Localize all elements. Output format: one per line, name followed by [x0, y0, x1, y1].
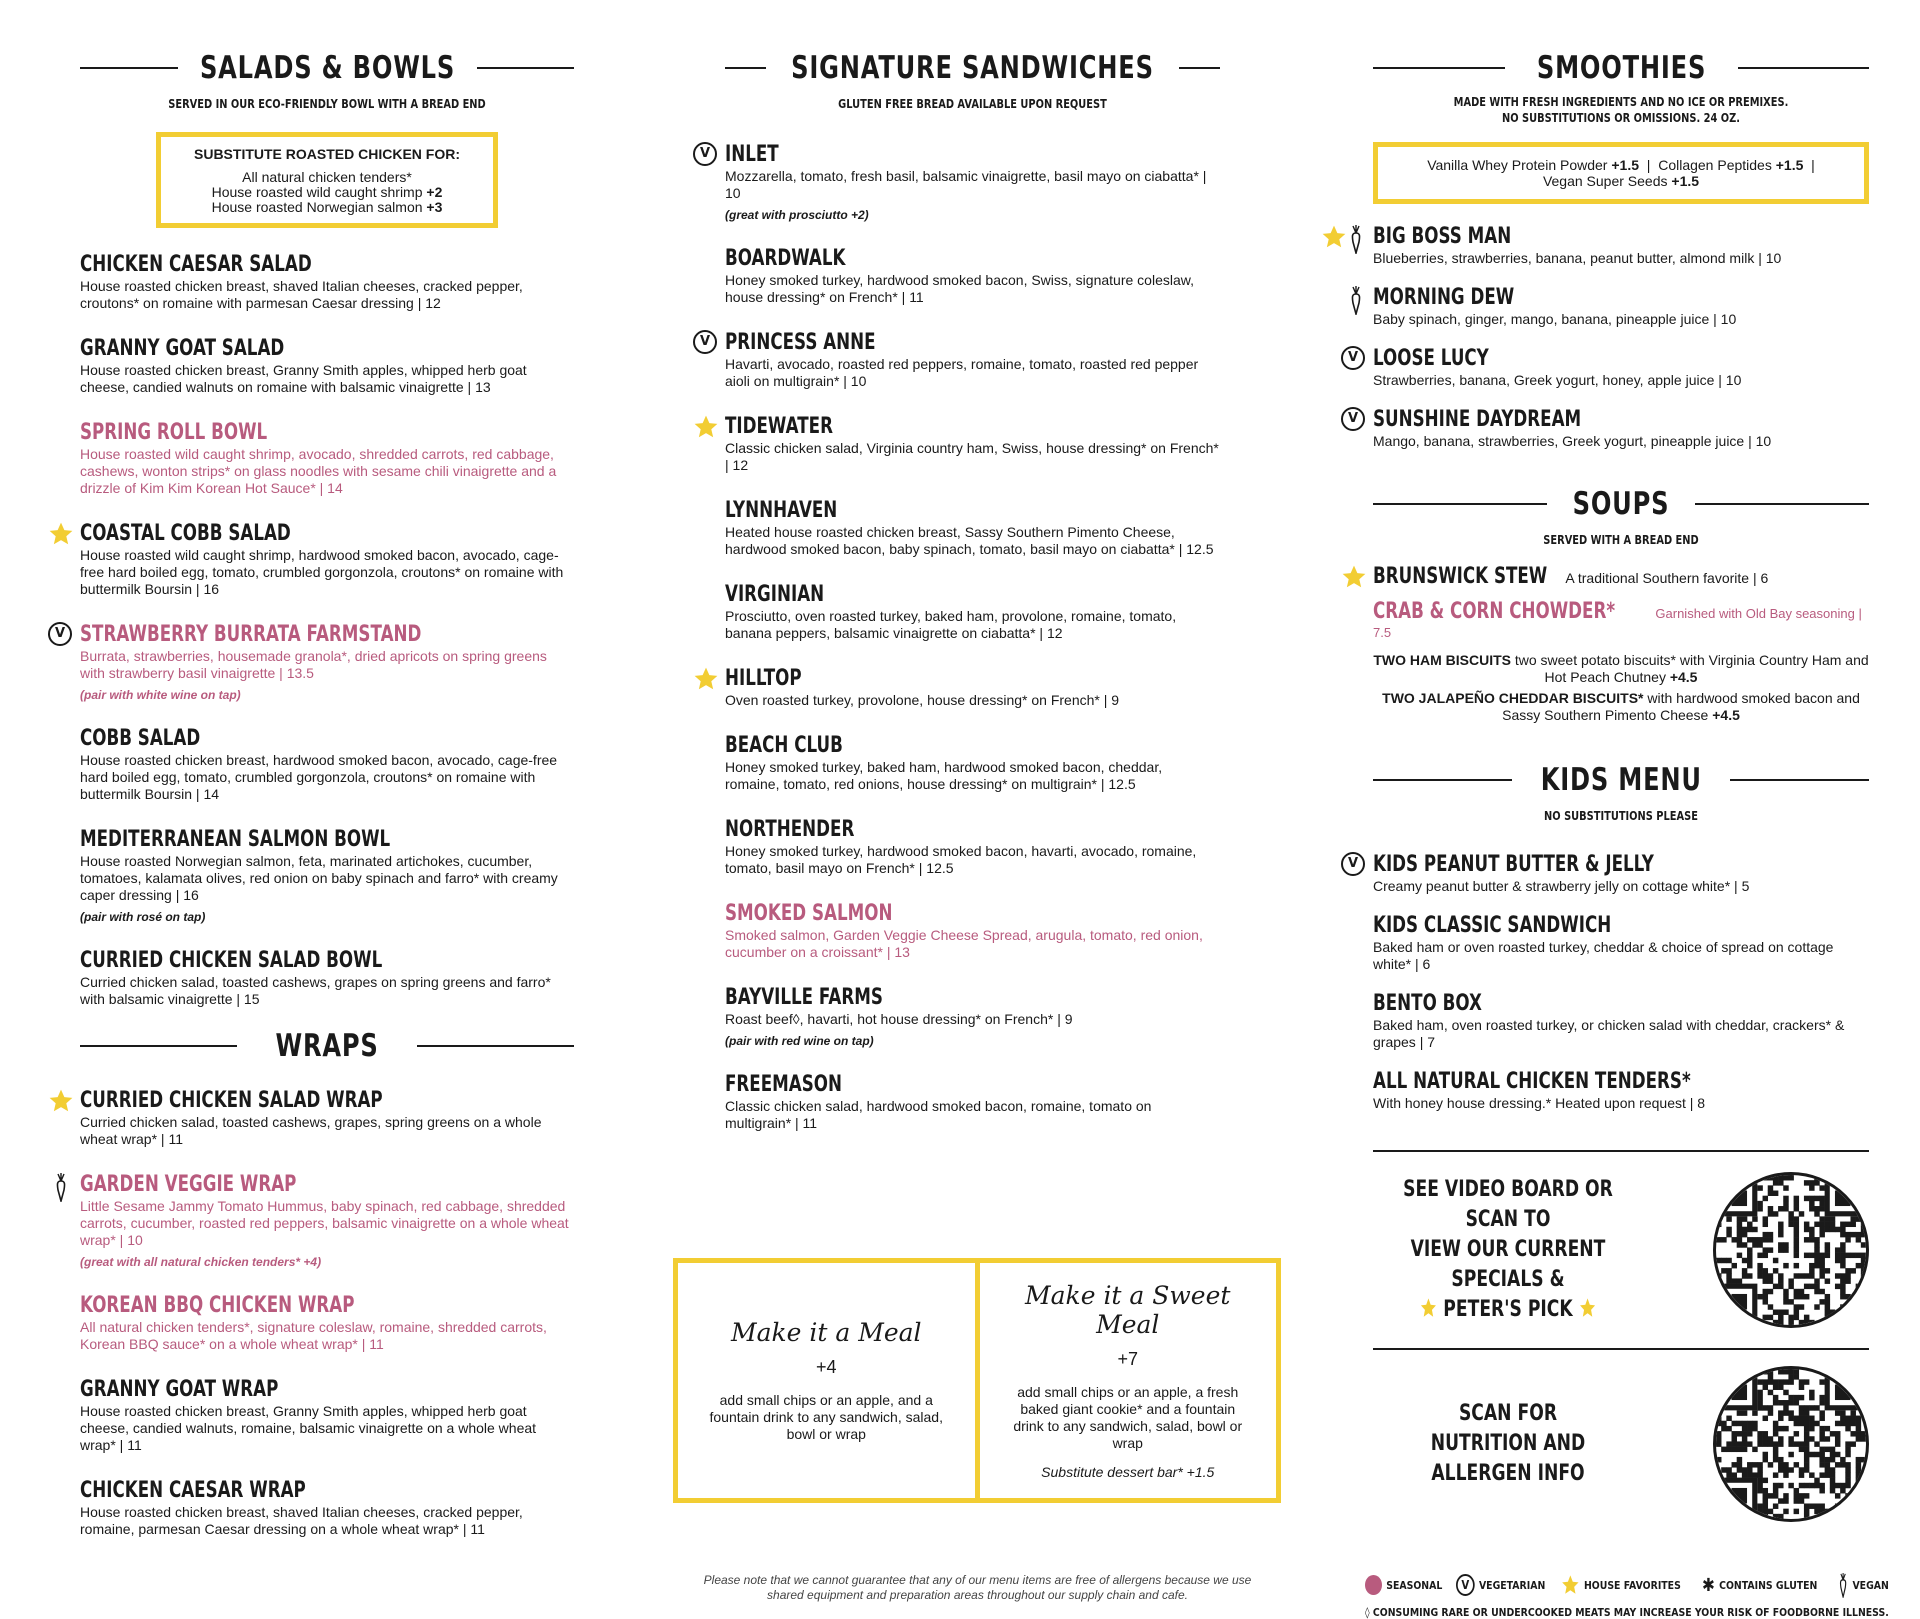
menu-item	[725, 498, 1220, 558]
pairing-note: (great with prosciutto +2)	[725, 208, 869, 222]
item-name: CHICKEN CAESAR SALAD	[80, 252, 312, 277]
divider	[1373, 779, 1512, 781]
star-icon	[48, 521, 74, 547]
item-name: INLET	[725, 142, 779, 167]
divider	[417, 1045, 574, 1047]
meal-title: Make it a Meal	[730, 1318, 922, 1347]
item-name: SUNSHINE DAYDREAM	[1373, 407, 1582, 432]
item-desc: House roasted chicken breast, shaved Italian cheeses, cracked pepper, croutons* on romaine with parmesan Caesar dressing | 12	[80, 278, 523, 311]
star-icon	[1341, 564, 1367, 590]
menu-item	[80, 252, 574, 312]
menu-item	[80, 1088, 574, 1148]
seasonal-dot-icon	[1365, 1575, 1382, 1595]
legend-label: VEGAN	[1852, 1578, 1889, 1592]
nutrition-qr-row	[1373, 1366, 1869, 1522]
meal-price: +7	[1117, 1349, 1139, 1369]
menu-item	[1373, 991, 1869, 1051]
substitute-option: House roasted Norwegian salmon	[211, 199, 423, 215]
salads-header	[80, 50, 574, 86]
legend-gluten	[1702, 1575, 1817, 1596]
item-desc: Honey smoked turkey, baked ham, hardwood smoked bacon, cheddar, romaine, tomato, red onions, house dressing* on multigrain* | 12.5	[725, 759, 1163, 792]
item-name: STRAWBERRY BURRATA FARMSTAND	[80, 622, 422, 647]
divider	[80, 67, 178, 69]
pairing-note: (pair with white wine on tap)	[80, 688, 241, 702]
vegetarian-icon: V	[1341, 407, 1365, 431]
menu-item	[1373, 1069, 1869, 1112]
menu-item	[725, 666, 1220, 709]
item-name: CHICKEN CAESAR WRAP	[80, 1478, 306, 1503]
menu-item-seasonal	[54, 622, 574, 702]
meal-desc: add small chips or an apple, and a fountain drink to any sandwich, salad, bowl or wrap	[709, 1392, 943, 1442]
item-desc: House roasted wild caught shrimp, hardwood smoked bacon, avocado, cage-free hard boiled egg, tomato, crumbled gorgonzola, croutons* on romaine with buttermilk Boursin | 16	[80, 547, 564, 597]
legend-seasonal	[1365, 1575, 1442, 1595]
carrot-icon	[1349, 285, 1363, 315]
item-desc: Blueberries, strawberries, banana, peanut butter, almond milk | 10	[1373, 250, 1782, 266]
divider	[477, 67, 575, 69]
substitute-line: All natural chicken tenders*	[242, 169, 412, 185]
item-name: LOOSE LUCY	[1373, 346, 1489, 371]
salads-subtitle: SERVED IN OUR ECO-FRIENDLY BOWL WITH A BREAD END	[168, 97, 486, 111]
biscuit-addon	[1373, 690, 1869, 724]
item-name: VIRGINIAN	[725, 582, 825, 607]
menu-item	[699, 330, 1220, 390]
menu-item	[725, 246, 1220, 306]
item-desc: Mango, banana, strawberries, Greek yogurt, pineapple juice | 10	[1373, 433, 1772, 449]
diamond-icon: ◊	[1365, 1606, 1370, 1619]
pairing-note: (great with all natural chicken tenders* +4)	[80, 1255, 322, 1269]
nutrition-text	[1403, 1399, 1614, 1489]
menu-item	[725, 985, 1220, 1048]
subtitle-line: NO SUBSTITUTIONS OR OMISSIONS. 24 OZ.	[1501, 111, 1741, 125]
addon: Collagen Peptides	[1658, 157, 1772, 173]
item-name: BOARDWALK	[725, 246, 846, 271]
addons-box	[1373, 142, 1869, 204]
item-desc: Smoked salmon, Garden Veggie Cheese Spread, arugula, tomato, red onion, cucumber on a croissant* | 13	[725, 927, 1203, 960]
item-name: COASTAL COBB SALAD	[80, 521, 291, 546]
item-name: GARDEN VEGGIE WRAP	[80, 1172, 297, 1197]
divider	[1373, 1150, 1869, 1152]
item-name: BRUNSWICK STEW	[1373, 564, 1548, 589]
make-it-a-meal	[678, 1263, 975, 1498]
nutrition-qr-code[interactable]	[1713, 1366, 1869, 1522]
menu-item	[725, 733, 1220, 793]
kids-header	[1373, 762, 1869, 798]
item-name: KIDS PEANUT BUTTER & JELLY	[1373, 852, 1654, 877]
item-desc: House roasted wild caught shrimp, avocado, shredded carrots, red cabbage, cashews, wonton strips* on glass noodles with sesame chili vinaigrette and a drizzle of Kim Kim Korean Hot Sauce* | 14	[80, 446, 557, 496]
item-desc: Creamy peanut butter & strawberry jelly on cottage white* | 5	[1373, 878, 1750, 894]
item-desc: Curried chicken salad, toasted cashews, grapes, spring greens on a whole wheat wrap* | 11	[80, 1114, 542, 1147]
item-desc: Prosciutto, oven roasted turkey, baked ham, provolone, romaine, tomato, banana peppers, balsamic vinaigrette on ciabatta* | 12	[725, 608, 1177, 641]
pairing-note: (pair with red wine on tap)	[725, 1034, 874, 1048]
vegetarian-icon: V	[48, 622, 72, 646]
specials-text	[1403, 1175, 1614, 1325]
item-desc: House roasted chicken breast, hardwood smoked bacon, avocado, cage-free hard boiled egg, tomato, crumbled gorgonzola, croutons* on romaine with buttermilk Boursin | 14	[80, 752, 558, 802]
smoothies-subtitle	[1418, 94, 1825, 126]
divider	[1738, 67, 1870, 69]
substitute-box	[156, 132, 498, 228]
item-name: KIDS CLASSIC SANDWICH	[1373, 913, 1612, 938]
kids-title: KIDS MENU	[1540, 762, 1702, 798]
menu-item	[1347, 346, 1869, 389]
divider	[1373, 503, 1547, 505]
substitute-line	[173, 200, 481, 215]
item-desc: House roasted Norwegian salmon, feta, marinated artichokes, cucumber, tomatoes, kalamata olives, red onion on baby spinach and farro* with creamy caper dressing | 16	[80, 853, 558, 903]
legend-label: HOUSE FAVORITES	[1583, 1578, 1681, 1592]
sandwiches-title: SIGNATURE SANDWICHES	[791, 50, 1154, 86]
menu-item	[80, 336, 574, 396]
addon-price: +1.5	[1775, 157, 1804, 173]
carrot-icon	[1349, 224, 1363, 254]
item-desc: Havarti, avocado, roasted red peppers, romaine, tomato, roasted red pepper aioli on multigrain* | 10	[725, 356, 1199, 389]
star-icon	[1561, 1574, 1580, 1596]
item-name: NORTHENDER	[725, 817, 855, 842]
sandwiches-column	[699, 50, 1220, 1132]
item-name: SMOKED SALMON	[725, 901, 893, 926]
item-desc: House roasted chicken breast, Granny Smith apples, whipped herb goat cheese, candied walnuts, romaine, balsamic vinaigrette on a whole wheat wrap* | 11	[80, 1403, 537, 1453]
addon-desc: two sweet potato biscuits* with Virginia Country Ham and Hot Peach Chutney	[1514, 652, 1869, 685]
separator: |	[1811, 157, 1815, 173]
qr-code-image	[1716, 1175, 1866, 1325]
vegetarian-icon: V	[1341, 852, 1365, 876]
item-desc: Little Sesame Jammy Tomato Hummus, baby spinach, red cabbage, shredded carrots, cucumber, roasted red peppers, balsamic vinaigrette on a whole wheat wrap* | 10	[80, 1198, 569, 1248]
substitute-title: SUBSTITUTE ROASTED CHICKEN FOR:	[194, 146, 460, 162]
sandwiches-header	[725, 50, 1220, 86]
legend-label: SEASONAL	[1386, 1578, 1443, 1592]
star-icon	[1321, 224, 1347, 250]
item-name: GRANNY GOAT WRAP	[80, 1377, 279, 1402]
legend	[1365, 1572, 1889, 1619]
item-name: SPRING ROLL BOWL	[80, 420, 268, 445]
menu-item	[80, 1478, 574, 1538]
carrot-icon	[54, 1172, 68, 1202]
item-desc: Strawberries, banana, Greek yogurt, honey, apple juice | 10	[1373, 372, 1742, 388]
item-name: CURRIED CHICKEN SALAD WRAP	[80, 1088, 383, 1113]
pairing-note: (pair with rosé on tap)	[80, 910, 206, 924]
soup-item	[1373, 564, 1869, 589]
item-name: CRAB & CORN CHOWDER*	[1373, 599, 1616, 624]
addon-price: +1.5	[1671, 173, 1700, 189]
menu-item-seasonal	[80, 1293, 574, 1353]
divider	[1695, 503, 1869, 505]
item-name: BIG BOSS MAN	[1373, 224, 1512, 249]
menu-item	[80, 1377, 574, 1454]
item-name: PRINCESS ANNE	[725, 330, 876, 355]
soups-subtitle: SERVED WITH A BREAD END	[1543, 533, 1699, 547]
menu-item	[725, 414, 1220, 474]
star-icon	[693, 414, 719, 440]
menu-item	[1347, 852, 1869, 895]
item-desc: Mozzarella, tomato, fresh basil, balsamic vinaigrette, basil mayo on ciabatta* | 10	[725, 168, 1207, 201]
legend-label: VEGETARIAN	[1478, 1578, 1546, 1592]
vegetarian-icon: V	[693, 330, 717, 354]
legend-label: CONTAINS GLUTEN	[1719, 1578, 1818, 1592]
item-name: TIDEWATER	[725, 414, 833, 439]
smoothies-column	[1347, 50, 1869, 1522]
legend-row	[1365, 1572, 1889, 1598]
carrot-icon	[1838, 1572, 1848, 1598]
divider	[1373, 1348, 1869, 1350]
wraps-header	[80, 1028, 574, 1064]
divider	[80, 1045, 237, 1047]
soups-header	[1373, 486, 1869, 522]
addon-price: +4.5	[1669, 669, 1698, 685]
item-name: BAYVILLE FARMS	[725, 985, 883, 1010]
soup-item-seasonal	[1373, 599, 1869, 640]
asterisk-icon: ✱	[1701, 1574, 1715, 1596]
vegetarian-icon: V	[693, 142, 717, 166]
salads-column	[54, 50, 574, 1538]
smoothies-header	[1373, 50, 1869, 86]
smoothies-title: SMOOTHIES	[1536, 50, 1706, 86]
addon: Vegan Super Seeds	[1542, 173, 1668, 189]
item-name: KOREAN BBQ CHICKEN WRAP	[80, 1293, 355, 1318]
item-name: GRANNY GOAT SALAD	[80, 336, 285, 361]
legend-favorites	[1561, 1574, 1681, 1596]
item-name: FREEMASON	[725, 1072, 842, 1097]
divider	[725, 67, 766, 69]
addon-name: TWO JALAPEÑO CHEDDAR BISCUITS*	[1382, 690, 1644, 706]
legend-vegetarian	[1456, 1574, 1545, 1596]
addon: Vanilla Whey Protein Powder	[1427, 157, 1608, 173]
item-desc: Honey smoked turkey, hardwood smoked bacon, havarti, avocado, romaine, tomato, basil mayo on French* | 12.5	[725, 843, 1197, 876]
menu-item	[699, 142, 1220, 222]
specials-line	[1403, 1295, 1614, 1325]
qr-code-image	[1716, 1369, 1866, 1519]
item-desc: House roasted chicken breast, Granny Smith apples, whipped herb goat cheese, candied walnuts on romaine with balsamic vinaigrette | 13	[80, 362, 527, 395]
item-desc: Heated house roasted chicken breast, Sassy Southern Pimento Cheese, hardwood smoked bacon, baby spinach, tomato, basil mayo on ciabatta* | 12.5	[725, 524, 1214, 557]
specials-qr-code[interactable]	[1713, 1172, 1869, 1328]
item-name: BENTO BOX	[1373, 991, 1482, 1016]
star-icon	[1420, 1297, 1437, 1319]
star-icon	[1579, 1297, 1596, 1319]
divider	[1730, 779, 1869, 781]
addon-price: +1.5	[1611, 157, 1639, 173]
specials-line: VIEW OUR CURRENT SPECIALS &	[1410, 1237, 1606, 1292]
item-desc: Classic chicken salad, hardwood smoked bacon, romaine, tomato on multigrain* | 11	[725, 1098, 1152, 1131]
item-desc: Roast beef◊, havarti, hot house dressing* on French* | 9	[725, 1011, 1073, 1027]
nutrition-line: ALLERGEN INFO	[1431, 1461, 1585, 1486]
item-desc: Baby spinach, ginger, mango, banana, pineapple juice | 10	[1373, 311, 1737, 327]
item-name: CURRIED CHICKEN SALAD BOWL	[80, 948, 383, 973]
menu-item	[725, 1072, 1220, 1132]
menu-item	[80, 827, 574, 924]
item-desc: A traditional Southern favorite | 6	[1565, 570, 1769, 586]
item-desc: Baked ham or oven roasted turkey, cheddar & choice of spread on cottage white* | 6	[1373, 939, 1834, 972]
menu-item	[1347, 407, 1869, 450]
substitute-option: House roasted wild caught shrimp	[211, 184, 423, 200]
substitute-price: +2	[426, 184, 443, 200]
menu-item	[80, 948, 574, 1008]
item-desc: Classic chicken salad, Virginia country ham, Swiss, house dressing* on French* | 12	[725, 440, 1219, 473]
item-name: ALL NATURAL CHICKEN TENDERS*	[1373, 1069, 1691, 1094]
addon-name: TWO HAM BISCUITS	[1373, 652, 1511, 668]
substitute-price: +3	[426, 199, 443, 215]
item-desc: Curried chicken salad, toasted cashews, grapes on spring greens and farro* with balsamic vinaigrette | 15	[80, 974, 551, 1007]
addon-price: +4.5	[1712, 707, 1740, 723]
separator: |	[1646, 157, 1651, 173]
specials-line-text: PETER'S PICK	[1443, 1297, 1573, 1322]
meal-desc: add small chips or an apple, a fresh baked giant cookie* and a fountain drink to any sandwich, salad, bowl or wrap	[1013, 1384, 1243, 1451]
meal-deals-box	[673, 1258, 1281, 1503]
item-name: COBB SALAD	[80, 726, 201, 751]
menu-item	[1373, 224, 1869, 267]
item-name: HILLTOP	[725, 666, 802, 691]
menu-item	[80, 726, 574, 803]
menu-item-seasonal	[80, 420, 574, 497]
star-icon	[693, 666, 719, 692]
item-desc: Oven roasted turkey, provolone, house dressing* on French* | 9	[725, 692, 1120, 708]
substitute-line	[173, 185, 481, 200]
kids-subtitle: NO SUBSTITUTIONS PLEASE	[1544, 809, 1698, 823]
menu-item	[1373, 285, 1869, 328]
item-name: MEDITERRANEAN SALMON BOWL	[80, 827, 391, 852]
specials-line: SEE VIDEO BOARD OR SCAN TO	[1403, 1177, 1613, 1232]
menu-item	[1373, 913, 1869, 973]
specials-qr-row	[1373, 1172, 1869, 1328]
nutrition-line: SCAN FOR NUTRITION AND	[1430, 1401, 1586, 1456]
divider	[1179, 67, 1220, 69]
menu-item	[725, 817, 1220, 877]
item-desc: House roasted chicken breast, shaved Italian cheeses, cracked pepper, romaine, parmesan Caesar dressing on a whole wheat wrap* | 11	[80, 1504, 523, 1537]
item-name: MORNING DEW	[1373, 285, 1515, 310]
salads-title: SALADS & BOWLS	[199, 50, 455, 86]
subtitle-line: MADE WITH FRESH INGREDIENTS AND NO ICE OR PREMIXES.	[1453, 95, 1789, 109]
legend-vegan	[1838, 1572, 1889, 1598]
allergen-disclaimer: Please note that we cannot guarantee that any of our menu items are free of allergens because we use shared equipment and preparation areas throughout our supply chain and cafe.	[703, 1573, 1252, 1602]
vegetarian-icon: V	[1456, 1574, 1475, 1596]
meal-price: +4	[815, 1357, 837, 1377]
item-desc: With honey house dressing.* Heated upon request | 8	[1373, 1095, 1706, 1111]
raw-meat-warning	[1365, 1606, 1889, 1619]
item-desc: Baked ham, oven roasted turkey, or chicken salad with cheddar, crackers* & grapes | 7	[1373, 1017, 1845, 1050]
menu-item-seasonal	[725, 901, 1220, 961]
menu-item	[725, 582, 1220, 642]
meal-title: Make it a Sweet Meal	[1025, 1281, 1231, 1339]
item-name: BEACH CLUB	[725, 733, 843, 758]
wraps-title: WRAPS	[275, 1028, 379, 1064]
star-icon	[48, 1088, 74, 1114]
make-it-a-sweet-meal	[975, 1263, 1277, 1498]
sandwiches-subtitle: GLUTEN FREE BREAD AVAILABLE UPON REQUEST	[838, 97, 1107, 111]
item-name: LYNNHAVEN	[725, 498, 838, 523]
menu-item	[80, 521, 574, 598]
menu-item-seasonal	[80, 1172, 574, 1269]
meal-note: Substitute dessert bar* +1.5	[1041, 1464, 1215, 1480]
divider	[1373, 67, 1505, 69]
vegetarian-icon: V	[1341, 346, 1365, 370]
soups-title: SOUPS	[1572, 486, 1670, 522]
item-desc: Honey smoked turkey, hardwood smoked bacon, Swiss, signature coleslaw, house dressing* on French* | 11	[725, 272, 1194, 305]
item-desc: Garnished with Old Bay seasoning | 7.5	[1373, 606, 1862, 640]
biscuit-addon	[1373, 652, 1869, 686]
warning-text: CONSUMING RARE OR UNDERCOOKED MEATS MAY INCREASE YOUR RISK OF FOODBORNE ILLNESS.	[1372, 1606, 1889, 1619]
addon-desc: with hardwood smoked bacon and Sassy Southern Pimento Cheese	[1502, 690, 1860, 723]
item-desc: Burrata, strawberries, housemade granola*, dried apricots on spring greens with strawberry basil vinaigrette | 13.5	[80, 648, 547, 681]
item-desc: All natural chicken tenders*, signature coleslaw, romaine, shredded carrots, Korean BBQ sauce* on a whole wheat wrap* | 11	[80, 1319, 547, 1352]
